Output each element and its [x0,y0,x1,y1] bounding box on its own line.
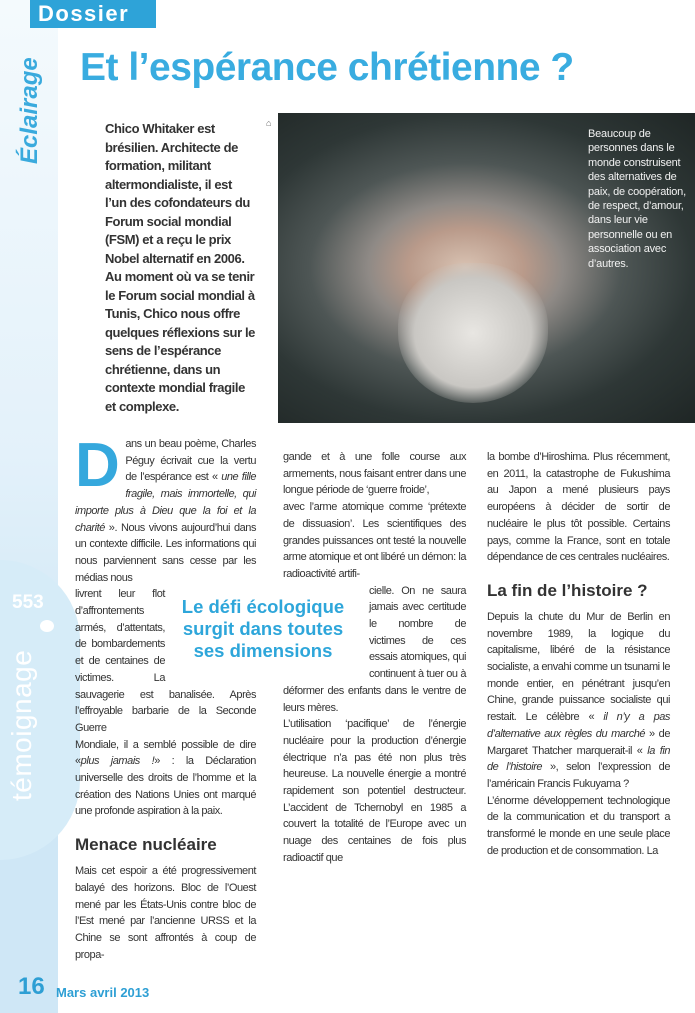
issue-number: 553 [12,592,44,613]
col2-para1-bottom: cielle. On ne saura jamais avec certitude le nombre de victimes de ces essais atomiques, qui continuent à tuer ou à déformer des enfants dans le ventre de leurs mères. [283,584,466,714]
intro-text: Chico Whitaker est brésilien. Architecte de formation, militant altermondialiste, il est l’un des cofondateurs du Forum social mondial (FSM) et a reçu le prix Nobel alternatif en 2006. Au moment où va se tenir le Forum social mondial à Tunis, Chico nous offre quelques réflexions sur le sens de l’espérance chrétienne, dans un contexte mondial fragile et complexe. [105,121,255,414]
rubric-label: Éclairage [16,57,43,165]
col1-para2: Mais cet espoir a été progressivement balayé des horizons. Bloc de l’Ouest mené par les États-Unis contre bloc de l’Est mené par l’ancienne URSS et la Chine se sont affrontés à coup de propa- [75,865,256,961]
column-1 [75,120,345,963]
pull-quote: Le défi écologique surgit dans toutes ses dimensions [181,596,345,662]
page-title: Et l’espérance chrétienne ? [80,46,574,89]
page-number: 16 [18,973,45,1001]
photo-credit-icon: ⌂ [266,118,272,128]
text: » de Margaret Thatcher marquerait-il « [487,727,670,757]
drop-cap: D [75,431,120,500]
quote: une fille fragile, mais immortelle, qui importe plus à Dieu que la foi et la charité [75,471,256,534]
column-3 [487,449,670,859]
text: », selon l’expression de l’américain Francis Fukuyama ? [487,761,670,790]
text: Mondiale, il a semblé possible de dire « [75,738,256,768]
section-tag: Dossier [30,0,156,28]
issue-date: Mars avril 2013 [56,985,150,1001]
text: » : la Déclaration universelle des droits de l’homme et la création des Nations Unies ont marqué une profonde aspiration à la paix. [75,755,256,818]
portrait-photo [278,113,695,423]
photo-subject [398,263,548,403]
magazine-logo-icon [40,620,54,632]
heading-fin-histoire: La fin de l’histoire ? [487,580,648,600]
column-2 [283,449,466,867]
col3-para2 [487,609,670,793]
photo-caption: Beaucoup de personnes dans le monde construisent des alternatives de paix, de coopération, de respect, d’amour, dans leur vie personnelle ou en association avec d’autres. [588,128,686,270]
col3-para1: la bombe d’Hiroshima. Plus récemment, en 2011, la catastrophe de Fukushima au Japon a mené plusieurs pays européens à décider de sortir de nucléaire le plus tôt possible. Certains pays, comme la France, sont en totale dépendance de ces centrales nucléaires. [487,451,670,564]
col2-para1-top: gande et à une folle course aux armements, nous faisant entrer dans une longue période de ‘guerre froide’, [283,451,467,497]
col3-para3: L’énorme développement technologique de la communication et du transport a transformé le monde en une seule place de production et de consommation. La [487,794,670,857]
col2-para1-narrow: avec l’arme atomique comme ‘prétexte de dissuasion’. Les scientifiques des grandes puissances ont testé la nouvelle arme atomique et ont libéré un démon: la radioactivité artifi- [283,501,466,580]
quote: la fin de l’histoire [487,744,670,774]
quote: plus jamais ! [80,755,155,768]
text: Depuis la chute du Mur de Berlin en novembre 1989, la logique du capitalisme, libéré de la résistance socialiste, a envahi comme un tsunami le monde entier, en pénétrant jusqu’en Chine, grande puissance socialiste qui restait. Le célèbre « [487,610,670,724]
col2-para2: L’utilisation ‘pacifique’ de l’énergie nucléaire pour la production d’énergie électrique n’a pas été non plus très heureuse. La nouvelle énergie a montré rapidement son potentiel destructeur. L’accident de Tchernobyl en 1985 a couvert la totalité de l’Europe avec un nuage des centaines de fois plus radioactif que [283,718,466,864]
quote: il n’y a pas d’altemative aux règles du marché [487,711,670,740]
text: ans un beau poème, Charles Péguy écrivait cue la vertu de l’espérance est « [125,438,256,484]
col1-para1-end [75,737,256,821]
col1-para1 [75,431,256,586]
text: ». Nous vivons aujourd’hui dans un contexte difficile. Les informations qui nous parviennent sans cesse par les médias nous [75,521,256,584]
heading-menace-nucleaire: Menace nucléaire [75,835,217,855]
magazine-name: témoignage [6,649,37,801]
col1-para1-narrow: livrent leur flot d’affrontements armés, d’attentats, de bombardements et de centaines de victimes. La sauvagerie est banalisée. Après l’effroyable barbarie de la Seconde Guerre [75,588,256,734]
